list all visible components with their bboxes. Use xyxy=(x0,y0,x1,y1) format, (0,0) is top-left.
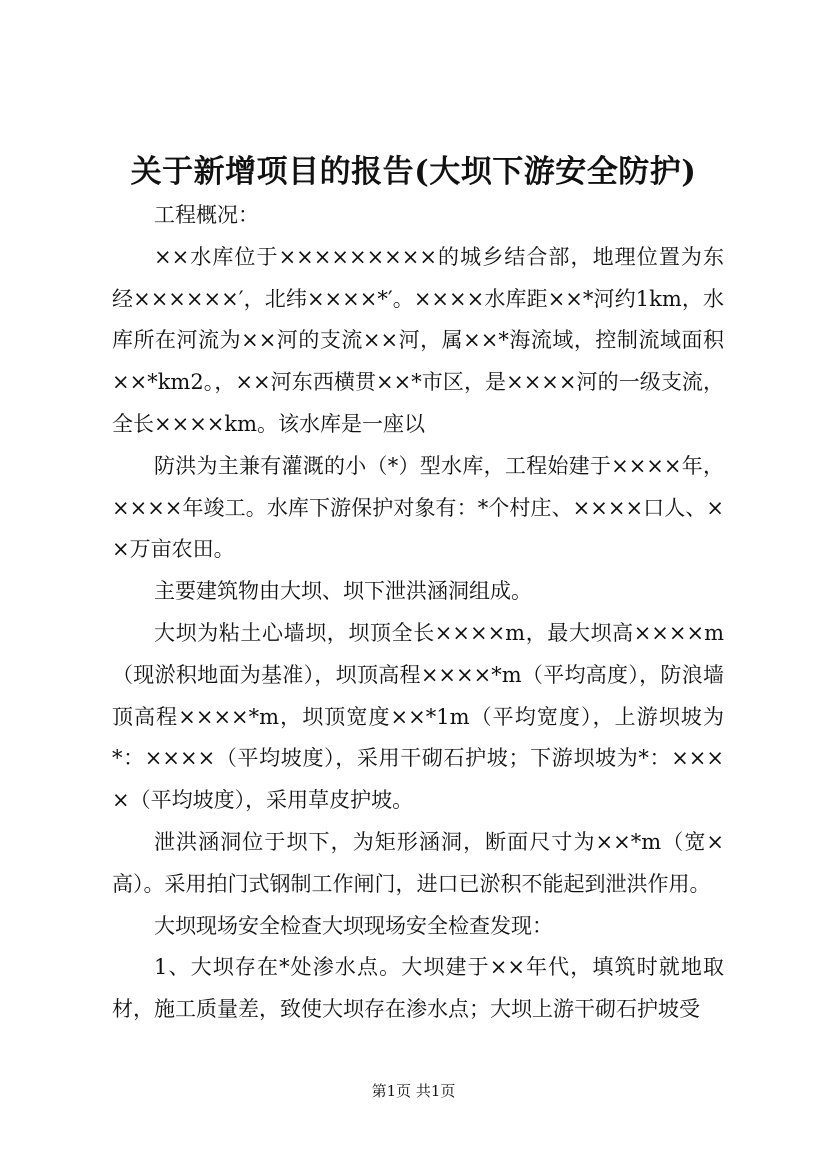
paragraph-dam-description: 大坝为粘土心墙坝，坝顶全长××××m，最大坝高××××m（现淤积地面为基准），坝顶高程××××*m（平均高度），防浪墙顶高程××××*m，坝顶宽度××*1m（平均宽度），上游坝坡为*：××××（平均坡度），采用干砌石护坡；下游坝坡为*：××××（平均坡度），采用草皮护坡。 xyxy=(112,620,724,813)
paragraph-inspection-heading: 大坝现场安全检查大坝现场安全检查发现： xyxy=(154,913,553,938)
page-footer: 第1页 共1页 xyxy=(371,1082,456,1100)
paragraph-location: ××水库位于×××××××××的城乡结合部，地理位置为东经××××××′，北纬××××*′。××××水库距××*河约1km，水库所在河流为××河的支流××河，属××*海流域，控制流域面积××*km2。，××河东西横贯××*市区，是××××河的一级支流，全长××××km。该水库是一座以 xyxy=(112,244,724,436)
paragraph-culvert: 泄洪涵洞位于坝下，为矩形涵洞，断面尺寸为××*m（宽×高）。采用拍门式钢制工作闸门，进口已淤积不能起到泄洪作用。 xyxy=(112,829,724,896)
paragraph-overview-heading: 工程概况： xyxy=(154,203,259,227)
document-body xyxy=(112,195,724,1031)
document-title: 关于新增项目的报告(大坝下游安全防护) xyxy=(130,154,697,190)
paragraph-main-structures: 主要建筑物由大坝、坝下泄洪涵洞组成。 xyxy=(154,579,532,604)
paragraph-finding-1: 1、大坝存在*处渗水点。大坝建于××年代，填筑时就地取材，施工质量差，致使大坝存在渗水点；大坝上游干砌石护坡受 xyxy=(112,955,724,1022)
paragraph-reservoir-type: 防洪为主兼有灌溉的小（*）型水库，工程始建于××××年，××××年竣工。水库下游保护对象有：*个村庄、××××口人、××万亩农田。 xyxy=(112,453,724,562)
